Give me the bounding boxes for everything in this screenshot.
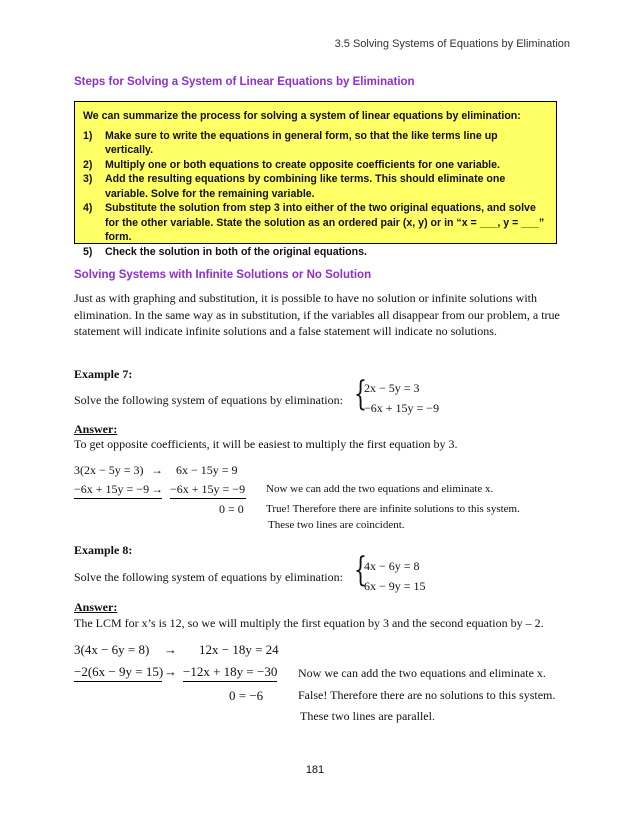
section-title-infinite-no-solution: Solving Systems with Infinite Solutions or No Solution [74, 269, 372, 281]
ex8-row2-right: −12x + 18y = −30 [183, 664, 277, 682]
example-7-eq1: 2x − 5y = 3 [364, 381, 420, 395]
ex7-row2-note: Now we can add the two equations and eliminate x. [266, 483, 494, 495]
ex7-row2-right: −6x + 15y = −9 [170, 482, 246, 499]
page-header: 3.5 Solving Systems of Equations by Elimination [334, 38, 570, 50]
step-number: 2) [83, 158, 93, 171]
step-text: Multiply one or both equations to create opposite coefficients for one variable. [105, 158, 500, 171]
ex8-row1-arrow: → [164, 642, 177, 657]
example-7-eq2: −6x + 15y = −9 [364, 401, 440, 415]
example-8-answer-text: The LCM for x’s is 12, so we will multiply the first equation by 3 and the second equation by – 2. [74, 616, 544, 630]
step-number: 5) [83, 245, 93, 258]
ex7-row1-arrow: → [151, 463, 163, 477]
ex7-result-note: True! Therefore there are infinite solutions to this system. [266, 503, 520, 515]
ex8-row1-left: 3(4x − 6y = 8) [74, 642, 150, 657]
ex7-row1-left: 3(2x − 5y = 3) [74, 463, 144, 477]
section-title-steps: Steps for Solving a System of Linear Equations by Elimination [74, 76, 415, 88]
summary-box [74, 101, 557, 258]
ex7-result: 0 = 0 [219, 502, 244, 516]
box-intro: We can summarize the process for solving a system of linear equations by elimination: [83, 110, 521, 122]
ex8-row2-left: −2(6x − 9y = 15) [74, 664, 162, 682]
ex8-result-note: False! Therefore there are no solutions to this system. [298, 688, 556, 702]
example-7-answer-label: Answer: [74, 422, 118, 436]
example-7-answer-text: To get opposite coefficients, it will be easiest to multiply the first equation by 3. [74, 437, 458, 451]
step-text: Add the resulting equations by combining like terms. This should eliminate one variable. Solve for the remaining variable. [105, 173, 506, 200]
step-4 [83, 201, 548, 245]
step-text: Substitute the solution from step 3 into either of the two original equations, and solve for the other variable. State the solution as an ordered pair (x, y) or in “x = ___, y = ___” form. [105, 202, 545, 243]
step-3 [83, 172, 548, 201]
example-8-prompt: Solve the following system of equations by elimination: [74, 570, 343, 584]
system-brace: { [354, 550, 367, 590]
ex7-row2-left: −6x + 15y = −9 [74, 482, 162, 499]
example-8-label: Example 8: [74, 543, 133, 557]
system-brace: { [354, 374, 367, 414]
ex8-row2-arrow: → [164, 664, 177, 679]
step-1 [83, 129, 548, 158]
example-7-prompt: Solve the following system of equations by elimination: [74, 393, 343, 407]
step-text: Make sure to write the equations in general form, so that the like terms line up vertically. [105, 129, 498, 156]
example-8-answer-label: Answer: [74, 600, 118, 614]
example-8-eq1: 4x − 6y = 8 [364, 559, 420, 573]
step-number: 1) [83, 129, 93, 142]
step-5 [83, 245, 548, 260]
step-number: 4) [83, 202, 93, 214]
ex8-conclusion: These two lines are parallel. [300, 709, 435, 723]
page-number: 181 [305, 764, 325, 776]
step-2 [83, 158, 548, 173]
ex7-row2-arrow: → [151, 482, 163, 496]
step-number: 3) [83, 173, 93, 185]
ex7-row1-right: 6x − 15y = 9 [176, 463, 238, 477]
example-7-label: Example 7: [74, 367, 133, 381]
example-8-eq2: 6x − 9y = 15 [364, 579, 426, 593]
section-paragraph: Just as with graphing and substitution, it is possible to have no solution or infinite solutions with elimination. In the same way as in substitution, if the variables all disappear from our problem, a true statement will indicate infinite solutions and a false statement will indicate no solutions. [74, 291, 560, 338]
ex8-result: 0 = −6 [229, 688, 264, 703]
ex8-row2-note: Now we can add the two equations and eliminate x. [298, 666, 546, 680]
step-text: Check the solution in both of the original equations. [105, 245, 367, 258]
ex7-conclusion: These two lines are coincident. [268, 519, 405, 531]
ex8-row1-right: 12x − 18y = 24 [199, 642, 279, 657]
